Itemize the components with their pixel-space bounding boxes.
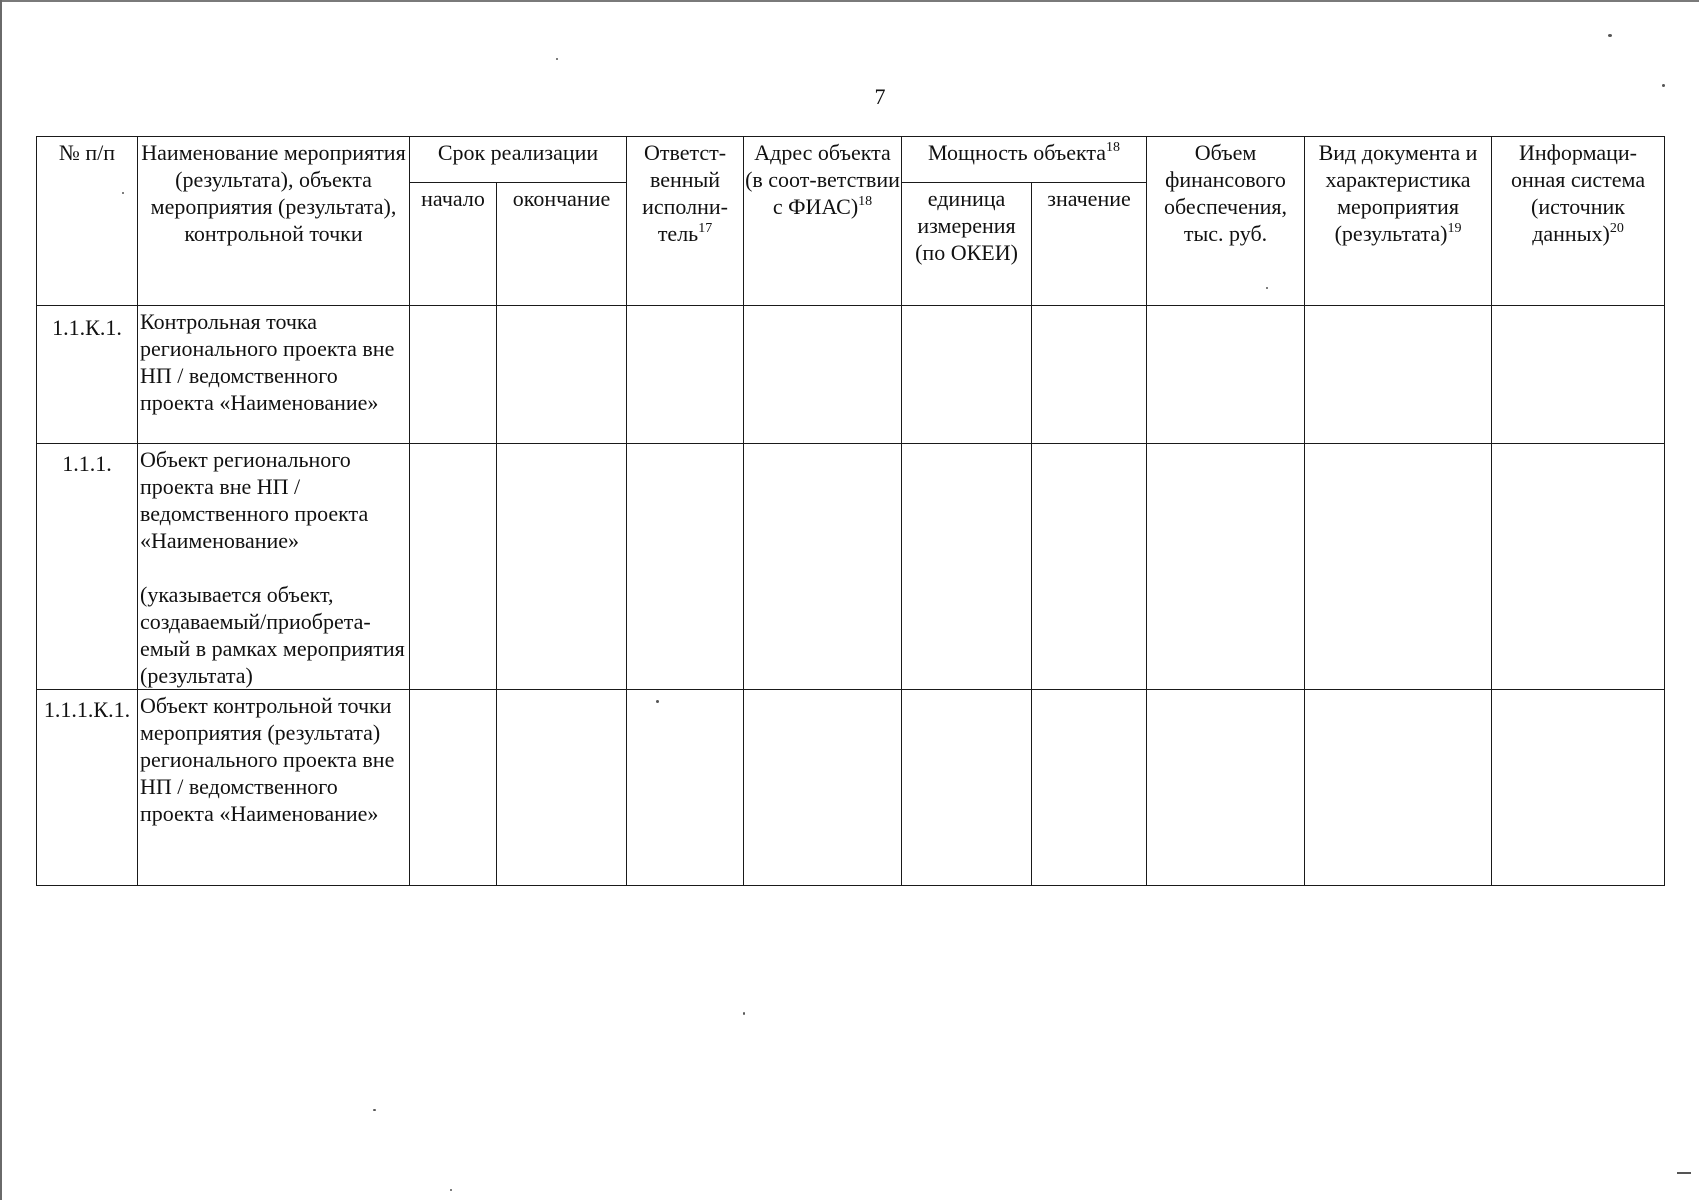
header-financing: Объем финансового обеспечения, тыс. руб. [1147,137,1305,306]
header-num: № п/п [37,137,138,306]
cell-end [497,306,627,444]
header-end: окончание [497,183,627,306]
header-doc-type-text: Вид документа и характеристика мероприятия (результата) [1318,140,1478,246]
footnote-ref-17: 17 [698,221,713,236]
header-row-top [37,137,1665,183]
header-period: Срок реализации [410,137,627,183]
header-unit: единица измерения (по ОКЕИ) [902,183,1032,306]
header-capacity-text: Мощность объекта [928,140,1107,165]
cell-financing [1147,306,1305,444]
header-name: Наименование мероприятия (результата), объекта мероприятия (результата), контрольной точки [138,137,410,306]
scan-speck [450,1189,452,1191]
row-name: Контрольная точка регионального проекта вне НП / ведомственного проекта «Наименование» [138,306,410,444]
footnote-ref-18: 18 [858,194,873,209]
header-value: значение [1032,183,1147,306]
scan-speck [556,58,558,60]
cell-unit [902,306,1032,444]
cell-value [1032,306,1147,444]
cell-doc-type [1305,690,1492,886]
cell-financing [1147,444,1305,690]
cell-address [744,306,902,444]
cell-responsible [627,444,744,690]
cell-start [410,306,497,444]
cell-responsible [627,306,744,444]
plan-table [36,136,1665,886]
scan-speck [1266,287,1268,289]
scan-edge-top [0,0,1699,2]
cell-info-system [1492,690,1665,886]
cell-start [410,444,497,690]
header-info-system [1492,137,1665,306]
header-start: начало [410,183,497,306]
header-info-system-text: Информаци-онная система (источник данных) [1510,140,1646,246]
header-capacity [902,137,1147,183]
row-number: 1.1.1. [37,444,138,690]
header-address [744,137,902,306]
scan-speck [1662,84,1665,87]
header-doc-type [1305,137,1492,306]
scan-speck [1608,34,1612,37]
page-number: 7 [874,84,886,109]
cell-unit [902,444,1032,690]
row-name: Объект регионального проекта вне НП / ведомственного проекта «Наименование» [140,447,369,553]
scan-speck [743,1012,745,1015]
header-responsible [627,137,744,306]
cell-info-system [1492,444,1665,690]
scan-speck [122,192,124,194]
table-row [37,690,1665,886]
cell-doc-type [1305,444,1492,690]
cell-financing [1147,690,1305,886]
cell-value [1032,690,1147,886]
header-responsible-text: Ответст-венный исполни-тель [642,140,728,246]
scan-speck [656,700,659,703]
cell-value [1032,444,1147,690]
cell-start [410,690,497,886]
table-row [37,306,1665,444]
row-number: 1.1.1.К.1. [37,690,138,886]
cell-address [744,444,902,690]
cell-unit [902,690,1032,886]
footnote-ref-19: 19 [1447,221,1462,236]
scan-edge-left [0,0,2,1200]
table-row [37,444,1665,690]
footnote-ref-18b: 18 [1106,140,1121,155]
scan-speck [1677,1172,1691,1174]
cell-address [744,690,902,886]
row-number: 1.1.К.1. [37,306,138,444]
cell-end [497,690,627,886]
cell-end [497,444,627,690]
header-address-text: Адрес объекта (в соот-ветствии с ФИАС) [745,140,900,219]
scan-speck [373,1109,376,1111]
row-note: (указывается объект, создаваемый/приобрета-емый в рамках мероприятия (результата) [140,582,405,688]
cell-responsible [627,690,744,886]
footnote-ref-20: 20 [1609,221,1624,236]
row-name: Объект контрольной точки мероприятия (результата) регионального проекта вне НП / ведомственного проекта «Наименование» [138,690,410,886]
cell-info-system [1492,306,1665,444]
cell-doc-type [1305,306,1492,444]
row-name-cell [138,444,410,690]
